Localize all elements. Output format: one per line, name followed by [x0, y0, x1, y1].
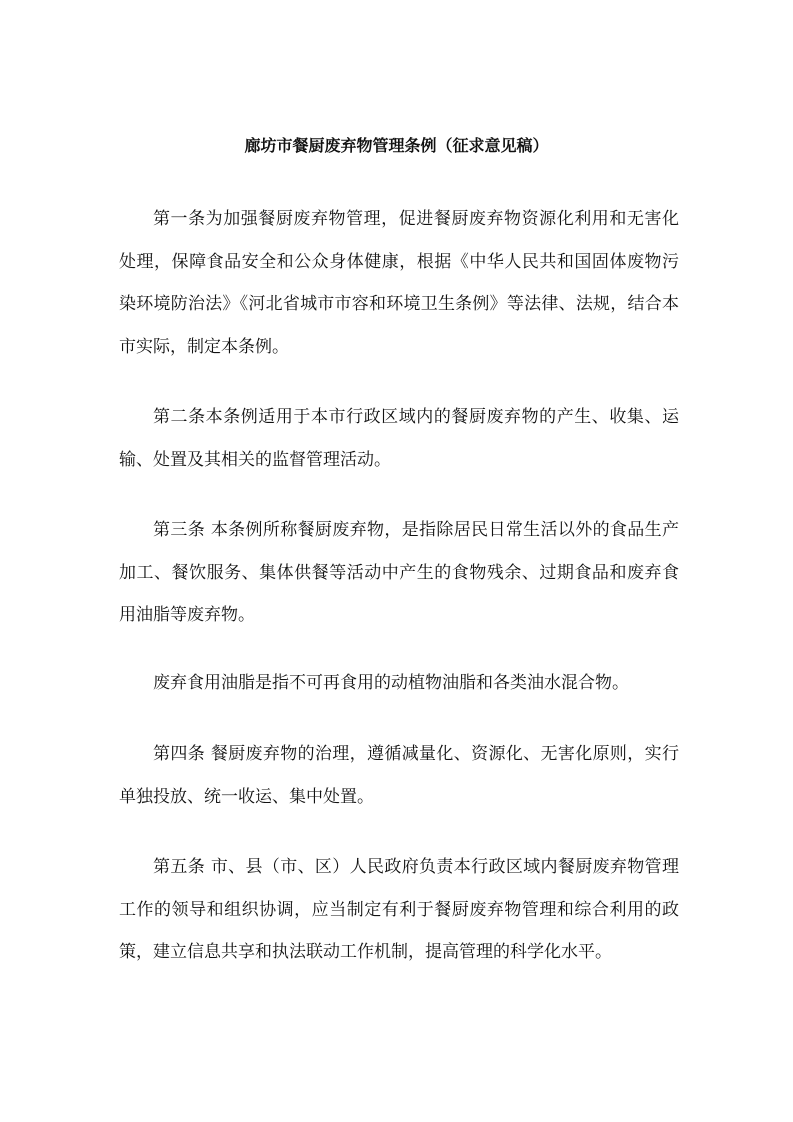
article-1-paragraph: 第一条为加强餐厨废弃物管理，促进餐厨废弃物资源化利用和无害化处理，保障食品安全和公众身体健康，根据《中华人民共和国固体废物污染环境防治法》《河北省城市市容和环境卫生条例》等法律、法规，结合本市实际，制定本条例。 [119, 209, 679, 357]
document-title: 廊坊市餐厨废弃物管理条例（征求意见稿） [244, 136, 549, 155]
article-5-paragraph: 第五条 市、县（市、区）人民政府负责本行政区域内餐厨废弃物管理工作的领导和组织协调，应当制定有利于餐厨废弃物管理和综合利用的政策，建立信息共享和执法联动工作机制，提高管理的科学化水平。 [119, 857, 679, 962]
waste-oil-definition-paragraph: 废弃食用油脂是指不可再食用的动植物油脂和各类油水混合物。 [153, 673, 629, 693]
article-4-paragraph: 第四条 餐厨废弃物的治理，遵循减量化、资源化、无害化原则，实行单独投放、统一收运、集中处置。 [119, 744, 679, 807]
article-2-paragraph: 第二条本条例适用于本市行政区域内的餐厨废弃物的产生、收集、运输、处置及其相关的监督管理活动。 [119, 407, 679, 470]
article-3-paragraph: 第三条 本条例所称餐厨废弃物，是指除居民日常生活以外的食品生产加工、餐饮服务、集体供餐等活动中产生的食物残余、过期食品和废弃食用油脂等废弃物。 [119, 520, 679, 625]
